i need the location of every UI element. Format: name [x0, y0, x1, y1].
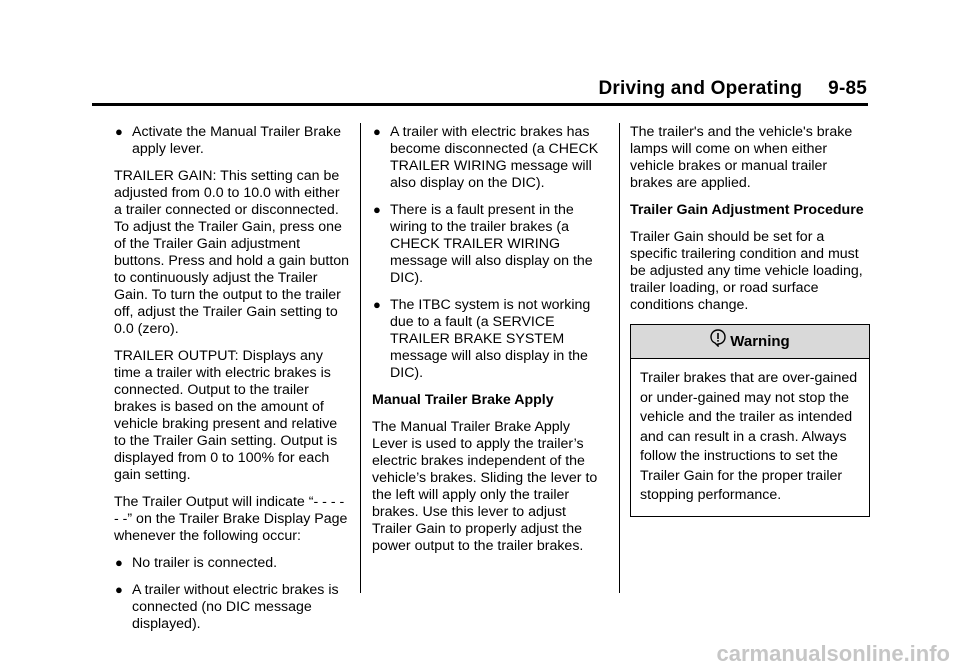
list-item: ● A trailer with electric brakes has become disconnected (a CHECK TRAILER WIRING message will also display on the DIC).	[373, 124, 599, 191]
column-divider	[360, 123, 361, 593]
page-number: 9-85	[828, 78, 867, 99]
paragraph-brake-lamps: The trailer's and the vehicle's brake lamps will come on when either vehicle brakes or manual trailer brakes are applied.	[630, 124, 853, 191]
list-item: ● No trailer is connected.	[115, 555, 278, 571]
subheading-gain-procedure: Trailer Gain Adjustment Procedure	[630, 202, 864, 218]
page-header	[598, 78, 867, 100]
column-2	[372, 124, 608, 565]
column-1	[114, 124, 350, 643]
bullet-icon: ●	[115, 582, 123, 597]
bullet-icon: ●	[115, 124, 123, 139]
warning-box	[630, 324, 870, 517]
paragraph-output-indicator: The Trailer Output will indicate “- - - - - -” on the Trailer Brake Display Page whenever the following occur:	[114, 494, 348, 544]
subheading-manual-trailer-brake: Manual Trailer Brake Apply	[372, 392, 554, 408]
warning-text: Trailer brakes that are over-gained or under-gained may not stop the vehicle and the trailer as intended and can result in a crash. Always follow the instructions to set the Trailer Gain for the proper trailer stopping performance.	[640, 370, 858, 503]
warning-header	[631, 325, 869, 359]
warning-icon	[710, 326, 726, 359]
section-title: Driving and Operating	[598, 78, 803, 99]
paragraph-manual-brake: The Manual Trailer Brake Apply Lever is used to apply the trailer’s electric brakes independent of the vehicle’s brakes. Sliding the lever to the left will apply only the trailer brakes. Use this lever to adjust Trailer Gain to properly adjust the power output to the trailer brakes.	[372, 419, 598, 554]
column-divider	[619, 123, 620, 593]
list-item: ● A trailer without electric brakes is connected (no DIC message displayed).	[115, 582, 339, 632]
header-rule	[92, 103, 868, 106]
bullet-icon: ●	[373, 297, 381, 312]
watermark: carmanualsonline.info	[716, 641, 950, 666]
list-item: ● The ITBC system is not working due to a fault (a SERVICE TRAILER BRAKE SYSTEM message will also display in the DIC).	[373, 297, 591, 381]
bullet-icon: ●	[373, 202, 381, 217]
paragraph-trailer-output: TRAILER OUTPUT: Displays any time a trailer with electric brakes is connected. Output to the trailer brakes is based on the amount of vehicle braking present and relative to the Trailer Gain setting. Output is displayed from 0 to 100% for each gain setting.	[114, 348, 338, 483]
column-3	[630, 124, 870, 517]
list-item: ● Activate the Manual Trailer Brake apply lever.	[115, 124, 341, 157]
bullet-icon: ●	[115, 555, 123, 570]
paragraph-gain-setting: Trailer Gain should be set for a specific trailering condition and must be adjusted any time vehicle loading, trailer loading, or road surface conditions change.	[630, 229, 863, 313]
list-item: ● There is a fault present in the wiring to the trailer brakes (a CHECK TRAILER WIRING message will also display on the DIC).	[373, 202, 593, 286]
warning-title: Warning	[730, 333, 790, 350]
bullet-icon: ●	[373, 124, 381, 139]
paragraph-trailer-gain: TRAILER GAIN: This setting can be adjusted from 0.0 to 10.0 with either a trailer connected or disconnected. To adjust the Trailer Gain, press one of the Trailer Gain adjustment buttons. Press and hold a gain button to continuously adjust the Trailer Gain. To turn the output to the trailer off, adjust the Trailer Gain setting to 0.0 (zero).	[114, 168, 350, 337]
